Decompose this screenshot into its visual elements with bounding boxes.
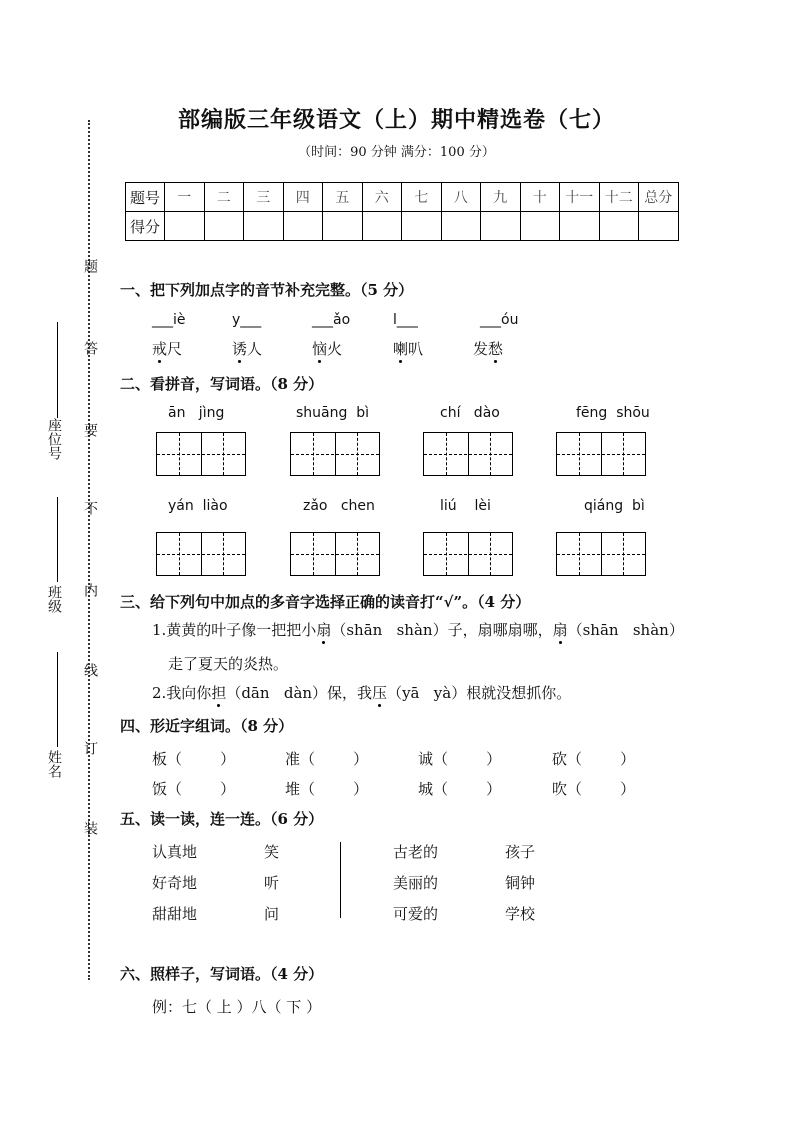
writing-grid[interactable]: [556, 532, 646, 576]
section-1-heading: 一、把下列加点字的音节补充完整。（5 分）: [120, 281, 414, 299]
margin-char: 装: [82, 821, 98, 835]
margin-char: 题: [82, 259, 98, 273]
word-blank[interactable]: 诚（ ）: [418, 750, 502, 768]
table-col-header: 十: [520, 183, 560, 212]
table-col-header: 十二: [599, 183, 639, 212]
table-label-question: 题号: [126, 183, 165, 212]
match-item[interactable]: 可爱的: [393, 905, 439, 923]
margin-char: 答: [82, 341, 98, 355]
word-rest: 人: [247, 340, 263, 358]
score-cell[interactable]: [599, 212, 639, 241]
name-label: 姓名: [46, 750, 62, 778]
word-blank[interactable]: 砍（ ）: [552, 750, 636, 768]
table-col-header: 二: [204, 183, 244, 212]
writing-grid[interactable]: [290, 532, 380, 576]
word-rest: 叭: [408, 340, 424, 358]
word-blank[interactable]: 饭（ ）: [152, 780, 236, 798]
writing-grid[interactable]: [290, 432, 380, 476]
pinyin-blank[interactable]: ___ǎo: [312, 312, 351, 328]
table-row: [126, 212, 679, 241]
column-divider: [340, 842, 341, 918]
binding-dotted-line: [88, 120, 90, 980]
example-text: 例：七（ 上 ）八（ 下 ）: [152, 998, 322, 1016]
dotted-char: 扇: [552, 621, 568, 639]
match-item[interactable]: 甜甜地: [152, 905, 198, 923]
exam-info: （时间：90 分钟 满分：100 分）: [298, 145, 495, 160]
table-col-header: 八: [441, 183, 481, 212]
dotted-char: 戒: [152, 340, 168, 358]
section-6-heading: 六、照样子，写词语。（4 分）: [120, 965, 324, 983]
word-rest: 火: [327, 340, 343, 358]
pinyin-label: fēng shōu: [576, 405, 650, 421]
match-item[interactable]: 笑: [264, 843, 280, 861]
table-col-header: 六: [362, 183, 402, 212]
seat-number-label: 座位号: [46, 418, 62, 460]
dotted-char: 恼: [312, 340, 328, 358]
sentence-1: [152, 619, 684, 640]
score-cell[interactable]: [323, 212, 363, 241]
dotted-word: [232, 338, 262, 359]
margin-char: 内: [82, 583, 98, 597]
sentence-1-cont: 走了夏天的炎热。: [168, 655, 289, 673]
score-cell[interactable]: [520, 212, 560, 241]
section-2-heading: 二、看拼音，写词语。（8 分）: [120, 375, 324, 393]
page-title: 部编版三年级语文（上）期中精选卷（七）: [177, 107, 615, 133]
class-label: 班级: [46, 585, 62, 613]
dotted-char: 喇: [393, 340, 409, 358]
section-5-heading: 五、读一读，连一连。（6 分）: [120, 810, 324, 828]
score-cell[interactable]: [283, 212, 323, 241]
score-cell[interactable]: [441, 212, 481, 241]
dotted-word: [152, 338, 182, 359]
match-item[interactable]: 美丽的: [393, 874, 439, 892]
pinyin-label: liú lèi: [440, 498, 491, 514]
match-item[interactable]: 听: [264, 874, 280, 892]
dotted-word: [393, 338, 423, 359]
dotted-char: 诱: [232, 340, 248, 358]
seat-number-line[interactable]: [57, 322, 58, 418]
table-col-header: 三: [244, 183, 284, 212]
pinyin-blank[interactable]: ___iè: [152, 312, 186, 328]
match-item[interactable]: 问: [264, 905, 280, 923]
pinyin-blank[interactable]: l___: [393, 312, 418, 328]
word-blank[interactable]: 准（ ）: [285, 750, 369, 768]
table-col-header: 总分: [639, 183, 679, 212]
sentence-text: 2.我向你: [152, 684, 212, 702]
pinyin-blank[interactable]: ___óu: [480, 312, 519, 328]
pinyin-label: chí dào: [440, 405, 500, 421]
word-blank[interactable]: 板（ ）: [152, 750, 236, 768]
margin-char: 不: [82, 501, 98, 515]
class-line[interactable]: [57, 497, 58, 582]
score-cell[interactable]: [362, 212, 402, 241]
table-col-header: 七: [402, 183, 442, 212]
pinyin-blank[interactable]: y___: [232, 312, 262, 328]
dotted-char: 压: [372, 684, 388, 702]
name-line[interactable]: [57, 652, 58, 747]
score-cell[interactable]: [204, 212, 244, 241]
table-row: [126, 183, 679, 212]
dotted-char: 担: [211, 684, 227, 702]
pinyin-label: ān jìng: [168, 405, 225, 421]
margin-char: 订: [82, 741, 98, 755]
table-col-header: 五: [323, 183, 363, 212]
sentence-text: （shān shàn）: [567, 621, 684, 639]
word-rest: 尺: [167, 340, 183, 358]
writing-grid[interactable]: [423, 432, 513, 476]
table-col-header: 九: [481, 183, 521, 212]
score-table: [125, 182, 679, 241]
word-blank[interactable]: 城（ ）: [418, 780, 502, 798]
dotted-char: 愁: [488, 340, 504, 358]
match-item[interactable]: 古老的: [393, 843, 439, 861]
match-item[interactable]: 孩子: [505, 843, 536, 861]
table-label-score: 得分: [126, 212, 165, 241]
sentence-text: （shān shàn）子，扇哪扇哪，: [331, 621, 553, 639]
dotted-word: [473, 338, 503, 359]
pinyin-label: zǎo chen: [303, 498, 375, 514]
dotted-word: [312, 338, 342, 359]
writing-grid[interactable]: [423, 532, 513, 576]
match-item[interactable]: 好奇地: [152, 874, 198, 892]
score-cell[interactable]: [402, 212, 442, 241]
score-cell[interactable]: [244, 212, 284, 241]
writing-grid[interactable]: [156, 532, 246, 576]
match-item[interactable]: 学校: [505, 905, 536, 923]
pinyin-label: yán liào: [168, 498, 228, 514]
word-blank[interactable]: 吹（ ）: [552, 780, 636, 798]
table-col-header: 四: [283, 183, 323, 212]
sentence-text: （yā yà）根就没想抓你。: [387, 684, 572, 702]
pinyin-label: shuāng bì: [296, 405, 370, 421]
word-rest: 发: [473, 340, 489, 358]
writing-grid[interactable]: [556, 432, 646, 476]
match-item[interactable]: 认真地: [152, 843, 198, 861]
section-4-heading: 四、形近字组词。（8 分）: [120, 717, 294, 735]
score-cell[interactable]: [481, 212, 521, 241]
pinyin-label: qiáng bì: [584, 498, 645, 514]
sentence-2: [152, 682, 571, 703]
writing-grid[interactable]: [156, 432, 246, 476]
margin-char: 要: [82, 423, 98, 437]
sentence-text: （dān dàn）保，我: [226, 684, 373, 702]
table-col-header: 一: [165, 183, 205, 212]
margin-char: 线: [82, 663, 98, 677]
table-col-header: 十一: [560, 183, 600, 212]
score-cell[interactable]: [639, 212, 679, 241]
section-3-heading: 三、给下列句中加点的多音字选择正确的读音打“√”。（4 分）: [120, 593, 531, 611]
score-cell[interactable]: [165, 212, 205, 241]
word-blank[interactable]: 堆（ ）: [285, 780, 369, 798]
score-cell[interactable]: [560, 212, 600, 241]
match-item[interactable]: 铜钟: [505, 874, 536, 892]
sentence-text: 1.黄黄的叶子像一把把小: [152, 621, 317, 639]
dotted-char: 扇: [316, 621, 332, 639]
